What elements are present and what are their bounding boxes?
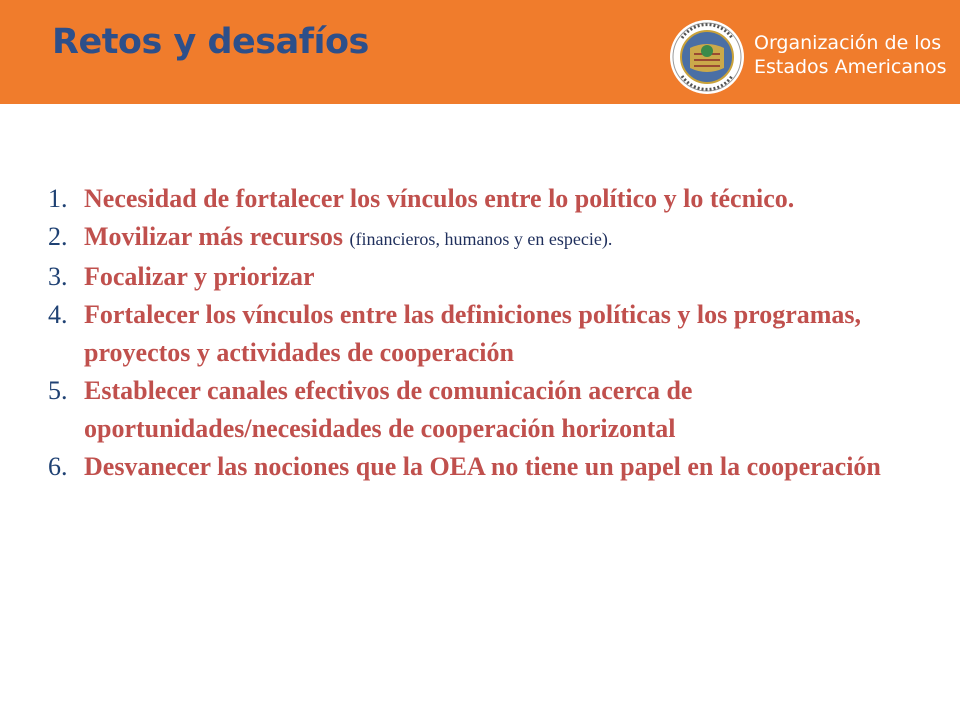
org-name <box>754 31 947 79</box>
oas-seal-icon <box>668 18 746 96</box>
item-text: Establecer canales efectivos de comunicación acerca de oportunidades/necesidades de cooperación horizontal <box>84 376 693 443</box>
item-text: Necesidad de fortalecer los vínculos entre lo político y lo técnico. <box>84 184 795 213</box>
item-number: 3. <box>48 262 68 291</box>
item-text: Focalizar y priorizar <box>84 262 315 291</box>
item-number: 2. <box>48 222 68 251</box>
list-item <box>44 296 924 372</box>
oas-logo <box>668 18 948 88</box>
item-text: Movilizar más recursos <box>84 222 343 251</box>
challenges-list <box>44 180 924 486</box>
list-item <box>44 218 924 258</box>
item-text: Desvanecer las nociones que la OEA no tiene un papel en la cooperación <box>84 452 881 481</box>
item-number: 5. <box>48 376 68 405</box>
item-text: Fortalecer los vínculos entre las definiciones políticas y los programas, proyectos y actividades de cooperación <box>84 300 862 367</box>
slide-title: Retos y desafíos <box>52 22 369 62</box>
list-item <box>44 372 924 448</box>
list-item <box>44 448 924 486</box>
slide-header <box>0 0 960 104</box>
org-name-line2: Estados Americanos <box>754 56 947 78</box>
item-number: 1. <box>48 184 68 213</box>
list-item <box>44 258 924 296</box>
item-number: 4. <box>48 300 68 329</box>
list-item <box>44 180 924 218</box>
item-note: (financieros, humanos y en especie). <box>349 229 613 249</box>
org-name-line1: Organización de los <box>754 32 942 54</box>
item-number: 6. <box>48 452 68 481</box>
